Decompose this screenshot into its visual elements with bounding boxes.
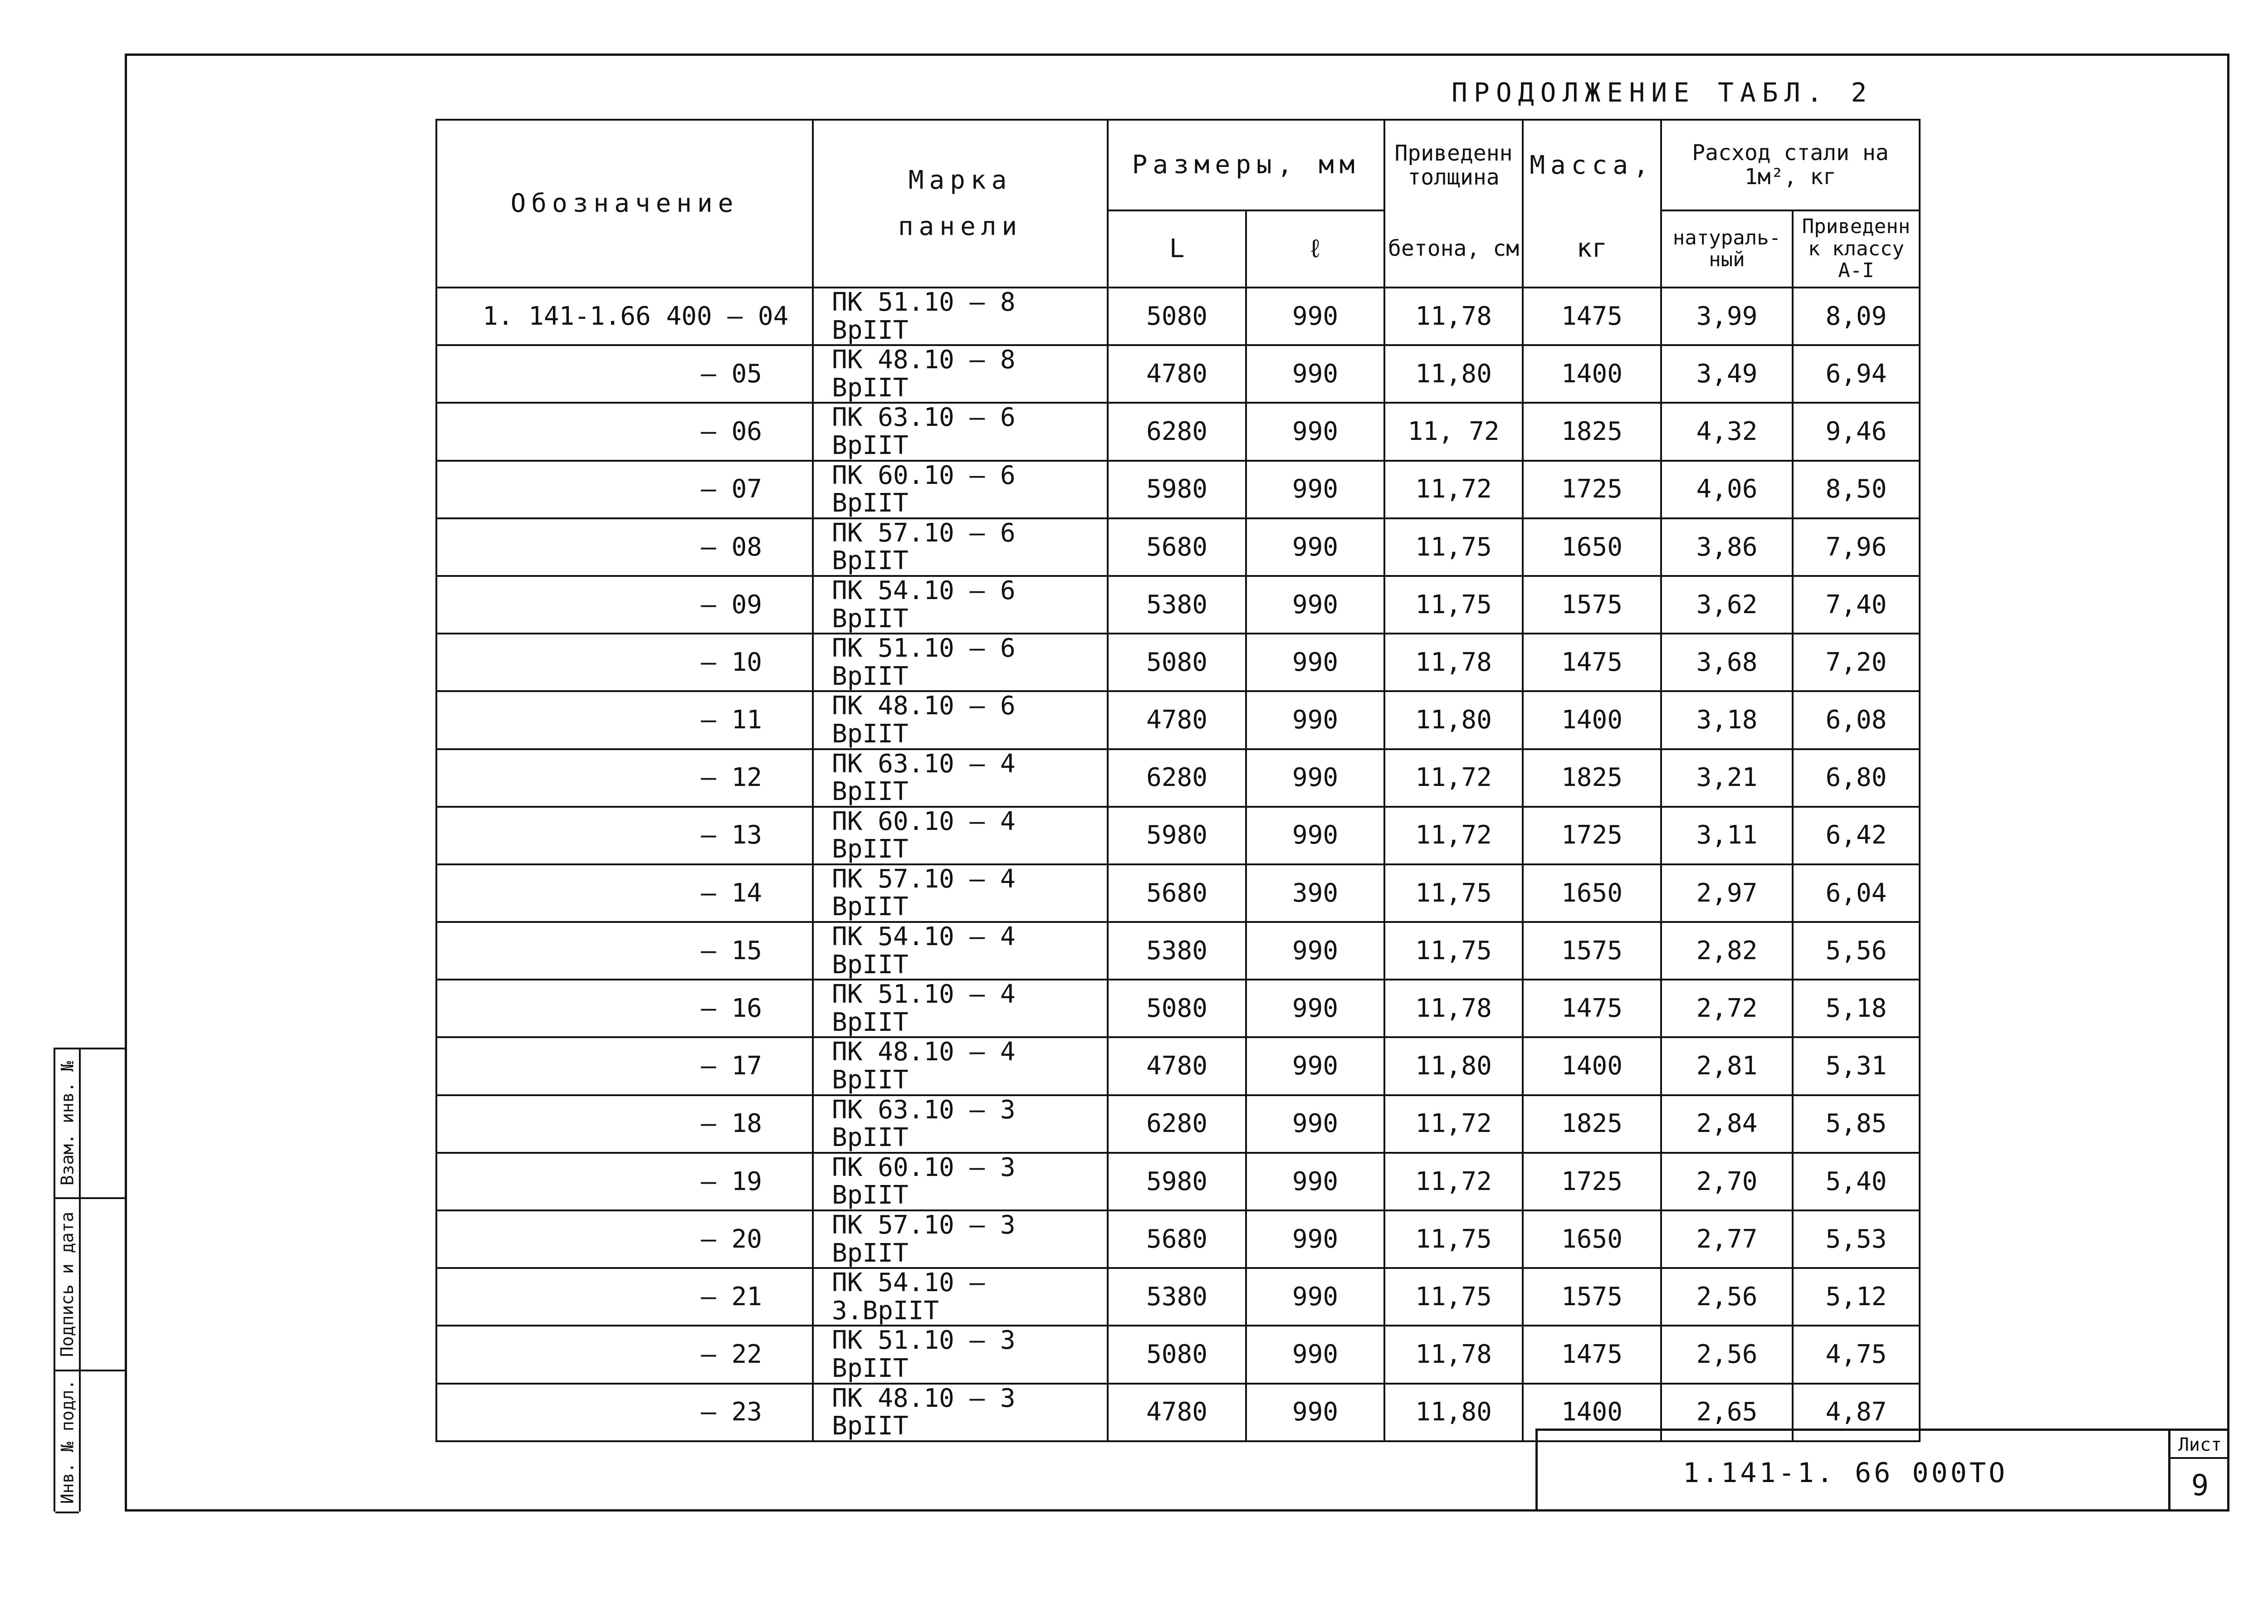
cell-mark: ПК 48.10 — 6 ВрIIТ (813, 691, 1108, 749)
table-row (436, 864, 1920, 922)
cell-mass: 1825 (1523, 403, 1661, 460)
cell-b: 990 (1246, 691, 1384, 749)
cell-reduced: 5,85 (1793, 1095, 1920, 1153)
cell-l: 6280 (1108, 749, 1246, 807)
cell-thickness: 11,80 (1384, 691, 1523, 749)
cell-natural: 4,06 (1661, 461, 1793, 518)
side-label-replace-inv: Взам. инв. № (57, 1061, 78, 1186)
cell-designation: — 14 (436, 864, 813, 922)
cell-mark: ПК 54.10 — 6 ВрIIТ (813, 576, 1108, 634)
cell-natural: 3,86 (1661, 518, 1793, 576)
cell-thickness: 11,80 (1384, 345, 1523, 403)
cell-mass: 1575 (1523, 1268, 1661, 1326)
cell-natural: 4,32 (1661, 403, 1793, 460)
cell-b: 990 (1246, 1384, 1384, 1441)
cell-reduced: 7,20 (1793, 634, 1920, 691)
cell-mass: 1475 (1523, 288, 1661, 345)
document-code: 1.141-1. 66 000ТО (1683, 1457, 2008, 1489)
table-row (436, 807, 1920, 864)
cell-mark: ПК 60.10 — 3 ВрIIТ (813, 1153, 1108, 1210)
cell-reduced: 7,40 (1793, 576, 1920, 634)
cell-b: 990 (1246, 345, 1384, 403)
cell-thickness: 11,72 (1384, 1153, 1523, 1210)
cell-reduced: 6,04 (1793, 864, 1920, 922)
cell-natural: 3,21 (1661, 749, 1793, 807)
cell-thickness: 11,80 (1384, 1384, 1523, 1441)
cell-mass: 1650 (1523, 1210, 1661, 1268)
cell-mark: ПК 57.10 — 6 ВрIIТ (813, 518, 1108, 576)
cell-l: 4780 (1108, 345, 1246, 403)
cell-mass: 1400 (1523, 345, 1661, 403)
cell-b: 990 (1246, 922, 1384, 980)
cell-natural: 2,77 (1661, 1210, 1793, 1268)
side-label-sign-date: Подпись и дата (57, 1211, 78, 1357)
cell-thickness: 11,75 (1384, 922, 1523, 980)
side-cell-replace-inv (55, 1049, 79, 1199)
side-cell-sign-date (55, 1199, 79, 1371)
header-steel-reduced: Приведенн к классу А-I (1793, 210, 1920, 288)
cell-thickness: 11,80 (1384, 1037, 1523, 1095)
cell-designation: — 11 (436, 691, 813, 749)
cell-mark: ПК 54.10 — 4 ВрIIТ (813, 922, 1108, 980)
header-mark (813, 120, 1108, 288)
cell-reduced: 6,80 (1793, 749, 1920, 807)
cell-designation: — 05 (436, 345, 813, 403)
table-row (436, 1095, 1920, 1153)
table-row (436, 1210, 1920, 1268)
cell-mass: 1475 (1523, 980, 1661, 1037)
cell-natural: 2,65 (1661, 1384, 1793, 1441)
spec-table (435, 119, 1921, 1442)
cell-designation: — 16 (436, 980, 813, 1037)
cell-natural: 2,84 (1661, 1095, 1793, 1153)
cell-designation: — 17 (436, 1037, 813, 1095)
header-mark-line2: панели (898, 212, 1023, 241)
table-row (436, 922, 1920, 980)
cell-b: 990 (1246, 1153, 1384, 1210)
table-row (436, 345, 1920, 403)
table-row (436, 461, 1920, 518)
table-row (436, 1153, 1920, 1210)
cell-l: 4780 (1108, 1037, 1246, 1095)
cell-reduced: 8,50 (1793, 461, 1920, 518)
cell-mark: ПК 57.10 — 3 ВрIIТ (813, 1210, 1108, 1268)
cell-l: 6280 (1108, 403, 1246, 460)
header-thickness-top: Приведенн толщина (1384, 120, 1523, 210)
header-size-b: ℓ (1246, 210, 1384, 288)
header-mass-bottom: кг (1523, 210, 1661, 288)
cell-mark: ПК 63.10 — 3 ВрIIТ (813, 1095, 1108, 1153)
cell-mark: ПК 63.10 — 4 ВрIIТ (813, 749, 1108, 807)
cell-mass: 1825 (1523, 1095, 1661, 1153)
cell-reduced: 5,40 (1793, 1153, 1920, 1210)
cell-mass: 1400 (1523, 1037, 1661, 1095)
spec-table-body (436, 288, 1920, 1441)
header-steel-natural: натураль- ный (1661, 210, 1793, 288)
cell-designation: — 22 (436, 1326, 813, 1383)
cell-natural: 2,72 (1661, 980, 1793, 1037)
header-thickness-bottom: бетона, см (1384, 210, 1523, 288)
cell-reduced: 4,87 (1793, 1384, 1920, 1441)
cell-designation: — 21 (436, 1268, 813, 1326)
cell-mark: ПК 57.10 — 4 ВрIIТ (813, 864, 1108, 922)
cell-l: 4780 (1108, 691, 1246, 749)
cell-designation: — 10 (436, 634, 813, 691)
cell-reduced: 8,09 (1793, 288, 1920, 345)
cell-mark: ПК 48.10 — 8 ВрIIТ (813, 345, 1108, 403)
cell-natural: 2,81 (1661, 1037, 1793, 1095)
cell-designation: — 09 (436, 576, 813, 634)
cell-natural: 2,97 (1661, 864, 1793, 922)
cell-mark: ПК 51.10 — 4 ВрIIТ (813, 980, 1108, 1037)
cell-l: 5380 (1108, 576, 1246, 634)
cell-natural: 3,18 (1661, 691, 1793, 749)
header-designation: Обозначение (436, 120, 813, 288)
sheet-box (2168, 1431, 2229, 1512)
cell-b: 990 (1246, 1326, 1384, 1383)
cell-mass: 1725 (1523, 461, 1661, 518)
header-steel: Расход стали на 1м², кг (1661, 120, 1920, 210)
cell-mass: 1650 (1523, 518, 1661, 576)
cell-natural: 3,62 (1661, 576, 1793, 634)
table-row (436, 691, 1920, 749)
cell-mass: 1725 (1523, 807, 1661, 864)
cell-reduced: 6,42 (1793, 807, 1920, 864)
cell-natural: 2,82 (1661, 922, 1793, 980)
cell-l: 5080 (1108, 980, 1246, 1037)
side-cell-inv-orig (55, 1371, 79, 1513)
cell-thickness: 11,75 (1384, 864, 1523, 922)
cell-thickness: 11,75 (1384, 576, 1523, 634)
header-size-l: L (1108, 210, 1246, 288)
cell-designation: — 13 (436, 807, 813, 864)
cell-b: 990 (1246, 1095, 1384, 1153)
cell-mark: ПК 60.10 — 6 ВрIIТ (813, 461, 1108, 518)
cell-l: 5980 (1108, 807, 1246, 864)
side-field-sign-date (81, 1199, 125, 1371)
cell-l: 4780 (1108, 1384, 1246, 1441)
cell-mark: ПК 48.10 — 3 ВрIIТ (813, 1384, 1108, 1441)
cell-reduced: 6,94 (1793, 345, 1920, 403)
cell-natural: 2,70 (1661, 1153, 1793, 1210)
cell-thickness: 11,78 (1384, 980, 1523, 1037)
cell-mass: 1400 (1523, 1384, 1661, 1441)
sheet-label: Лист (2170, 1431, 2229, 1459)
header-sizes: Размеры, мм (1108, 120, 1384, 210)
cell-b: 990 (1246, 288, 1384, 345)
cell-reduced: 5,56 (1793, 922, 1920, 980)
cell-l: 5680 (1108, 518, 1246, 576)
cell-thickness: 11,72 (1384, 749, 1523, 807)
cell-natural: 3,68 (1661, 634, 1793, 691)
side-stamp-fields (81, 1049, 125, 1512)
header-mass-top: Масса, (1523, 120, 1661, 210)
cell-b: 990 (1246, 1037, 1384, 1095)
table-row (436, 518, 1920, 576)
cell-b: 990 (1246, 980, 1384, 1037)
title-block (1535, 1429, 2229, 1512)
cell-l: 5080 (1108, 288, 1246, 345)
cell-natural: 2,56 (1661, 1326, 1793, 1383)
cell-thickness: 11,78 (1384, 1326, 1523, 1383)
table-row (436, 634, 1920, 691)
cell-mark: ПК 48.10 — 4 ВрIIТ (813, 1037, 1108, 1095)
side-field-replace-inv (81, 1049, 125, 1199)
cell-reduced: 5,31 (1793, 1037, 1920, 1095)
cell-designation: — 20 (436, 1210, 813, 1268)
table-row (436, 1268, 1920, 1326)
cell-reduced: 7,96 (1793, 518, 1920, 576)
cell-mark: ПК 51.10 — 8 ВрIIТ (813, 288, 1108, 345)
cell-mass: 1475 (1523, 1326, 1661, 1383)
cell-l: 5080 (1108, 1326, 1246, 1383)
table-caption: ПРОДОЛЖЕНИЕ ТАБЛ. 2 (1452, 77, 1873, 108)
table-row (436, 403, 1920, 460)
cell-designation: 1. 141-1.66 400 — 04 (436, 288, 813, 345)
cell-reduced: 5,18 (1793, 980, 1920, 1037)
cell-mass: 1825 (1523, 749, 1661, 807)
side-stamp-labels (54, 1049, 81, 1512)
cell-thickness: 11,75 (1384, 518, 1523, 576)
table-row (436, 288, 1920, 345)
cell-mass: 1400 (1523, 691, 1661, 749)
cell-thickness: 11, 72 (1384, 403, 1523, 460)
cell-reduced: 4,75 (1793, 1326, 1920, 1383)
cell-b: 990 (1246, 403, 1384, 460)
cell-designation: — 08 (436, 518, 813, 576)
cell-designation: — 19 (436, 1153, 813, 1210)
cell-natural: 3,49 (1661, 345, 1793, 403)
cell-mass: 1575 (1523, 922, 1661, 980)
cell-b: 990 (1246, 461, 1384, 518)
cell-mark: ПК 63.10 — 6 ВрIIТ (813, 403, 1108, 460)
table-row (436, 980, 1920, 1037)
cell-mark: ПК 51.10 — 6 ВрIIТ (813, 634, 1108, 691)
cell-b: 990 (1246, 807, 1384, 864)
cell-thickness: 11,78 (1384, 288, 1523, 345)
cell-natural: 3,11 (1661, 807, 1793, 864)
cell-mass: 1475 (1523, 634, 1661, 691)
cell-l: 6280 (1108, 1095, 1246, 1153)
cell-reduced: 6,08 (1793, 691, 1920, 749)
cell-designation: — 07 (436, 461, 813, 518)
table-row (436, 1037, 1920, 1095)
cell-thickness: 11,75 (1384, 1210, 1523, 1268)
cell-l: 5980 (1108, 461, 1246, 518)
cell-designation: — 06 (436, 403, 813, 460)
cell-b: 390 (1246, 864, 1384, 922)
header-mark-line1: Марка (908, 166, 1012, 195)
cell-thickness: 11,75 (1384, 1268, 1523, 1326)
cell-thickness: 11,72 (1384, 461, 1523, 518)
cell-designation: — 12 (436, 749, 813, 807)
cell-mass: 1575 (1523, 576, 1661, 634)
side-label-inv-orig: Инв. № подл. (57, 1379, 78, 1504)
cell-l: 5380 (1108, 1268, 1246, 1326)
cell-thickness: 11,72 (1384, 1095, 1523, 1153)
cell-b: 990 (1246, 576, 1384, 634)
cell-designation: — 23 (436, 1384, 813, 1441)
cell-mass: 1725 (1523, 1153, 1661, 1210)
table-row (436, 1326, 1920, 1383)
cell-thickness: 11,72 (1384, 807, 1523, 864)
cell-l: 5980 (1108, 1153, 1246, 1210)
cell-l: 5680 (1108, 1210, 1246, 1268)
cell-l: 5680 (1108, 864, 1246, 922)
cell-b: 990 (1246, 1268, 1384, 1326)
cell-mark: ПК 51.10 — 3 ВрIIТ (813, 1326, 1108, 1383)
cell-b: 990 (1246, 749, 1384, 807)
cell-mass: 1650 (1523, 864, 1661, 922)
cell-natural: 3,99 (1661, 288, 1793, 345)
cell-l: 5080 (1108, 634, 1246, 691)
cell-designation: — 15 (436, 922, 813, 980)
table-row (436, 576, 1920, 634)
cell-b: 990 (1246, 634, 1384, 691)
cell-mark: ПК 60.10 — 4 ВрIIТ (813, 807, 1108, 864)
cell-reduced: 5,53 (1793, 1210, 1920, 1268)
table-row (436, 749, 1920, 807)
cell-designation: — 18 (436, 1095, 813, 1153)
cell-thickness: 11,78 (1384, 634, 1523, 691)
cell-mark: ПК 54.10 — 3.ВрIIТ (813, 1268, 1108, 1326)
cell-reduced: 9,46 (1793, 403, 1920, 460)
cell-l: 5380 (1108, 922, 1246, 980)
cell-natural: 2,56 (1661, 1268, 1793, 1326)
side-stamp-strip (54, 1048, 125, 1512)
cell-b: 990 (1246, 1210, 1384, 1268)
cell-b: 990 (1246, 518, 1384, 576)
sheet-number: 9 (2191, 1469, 2209, 1502)
cell-reduced: 5,12 (1793, 1268, 1920, 1326)
